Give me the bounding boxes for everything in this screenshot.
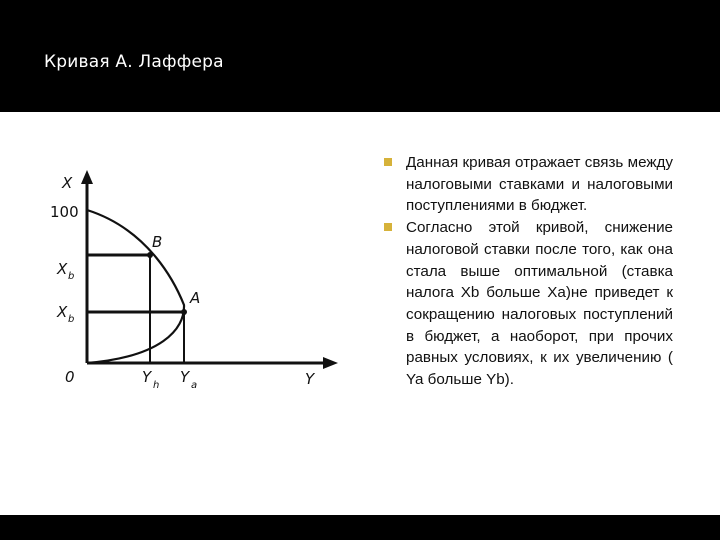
xa-subscript: b [68, 314, 75, 325]
slide-title: Кривая А. Лаффера [44, 52, 224, 72]
tick-100-label: 100 [50, 203, 79, 221]
ya-label: Y [180, 368, 190, 386]
y-axis-arrow [81, 170, 93, 184]
bullet-text: Данная кривая отражает связь между налоговыми ставками и налоговыми поступлениями в бюджет. [406, 154, 673, 215]
ya-subscript: a [191, 380, 198, 391]
point-a-marker [181, 309, 187, 315]
slide-footer [0, 515, 720, 540]
bullet-list [383, 152, 673, 391]
laffer-curve [87, 210, 184, 363]
origin-label: 0 [65, 368, 75, 386]
xb-subscript: b [68, 271, 75, 282]
y-axis-label: X [62, 174, 73, 192]
bullet-item [383, 217, 673, 391]
yb-subscript: h [153, 380, 160, 391]
point-b-label: B [152, 233, 163, 251]
point-a-label: A [190, 289, 201, 307]
yb-label: Y [142, 368, 152, 386]
slide-header [0, 0, 720, 112]
bullet-item [383, 152, 673, 217]
slide-content [0, 112, 720, 515]
laffer-curve-diagram [40, 170, 340, 405]
x-axis-arrow [323, 357, 338, 369]
bullet-square-icon [384, 158, 392, 166]
bullet-square-icon [384, 223, 392, 231]
x-axis-label: Y [305, 370, 315, 388]
bullet-text: Согласно этой кривой, снижение налоговой ставки после того, как она стала выше оптимальной (ставка налога Xb больше Xa)не приведет к сокращению налоговых поступлений в бюджет, а наоборот, при прочих равных условиях, к их увеличению ( Ya больше Yb). [406, 219, 673, 389]
point-b-marker [147, 252, 153, 258]
xa-label: X [57, 303, 68, 321]
xb-label: X [57, 260, 68, 278]
